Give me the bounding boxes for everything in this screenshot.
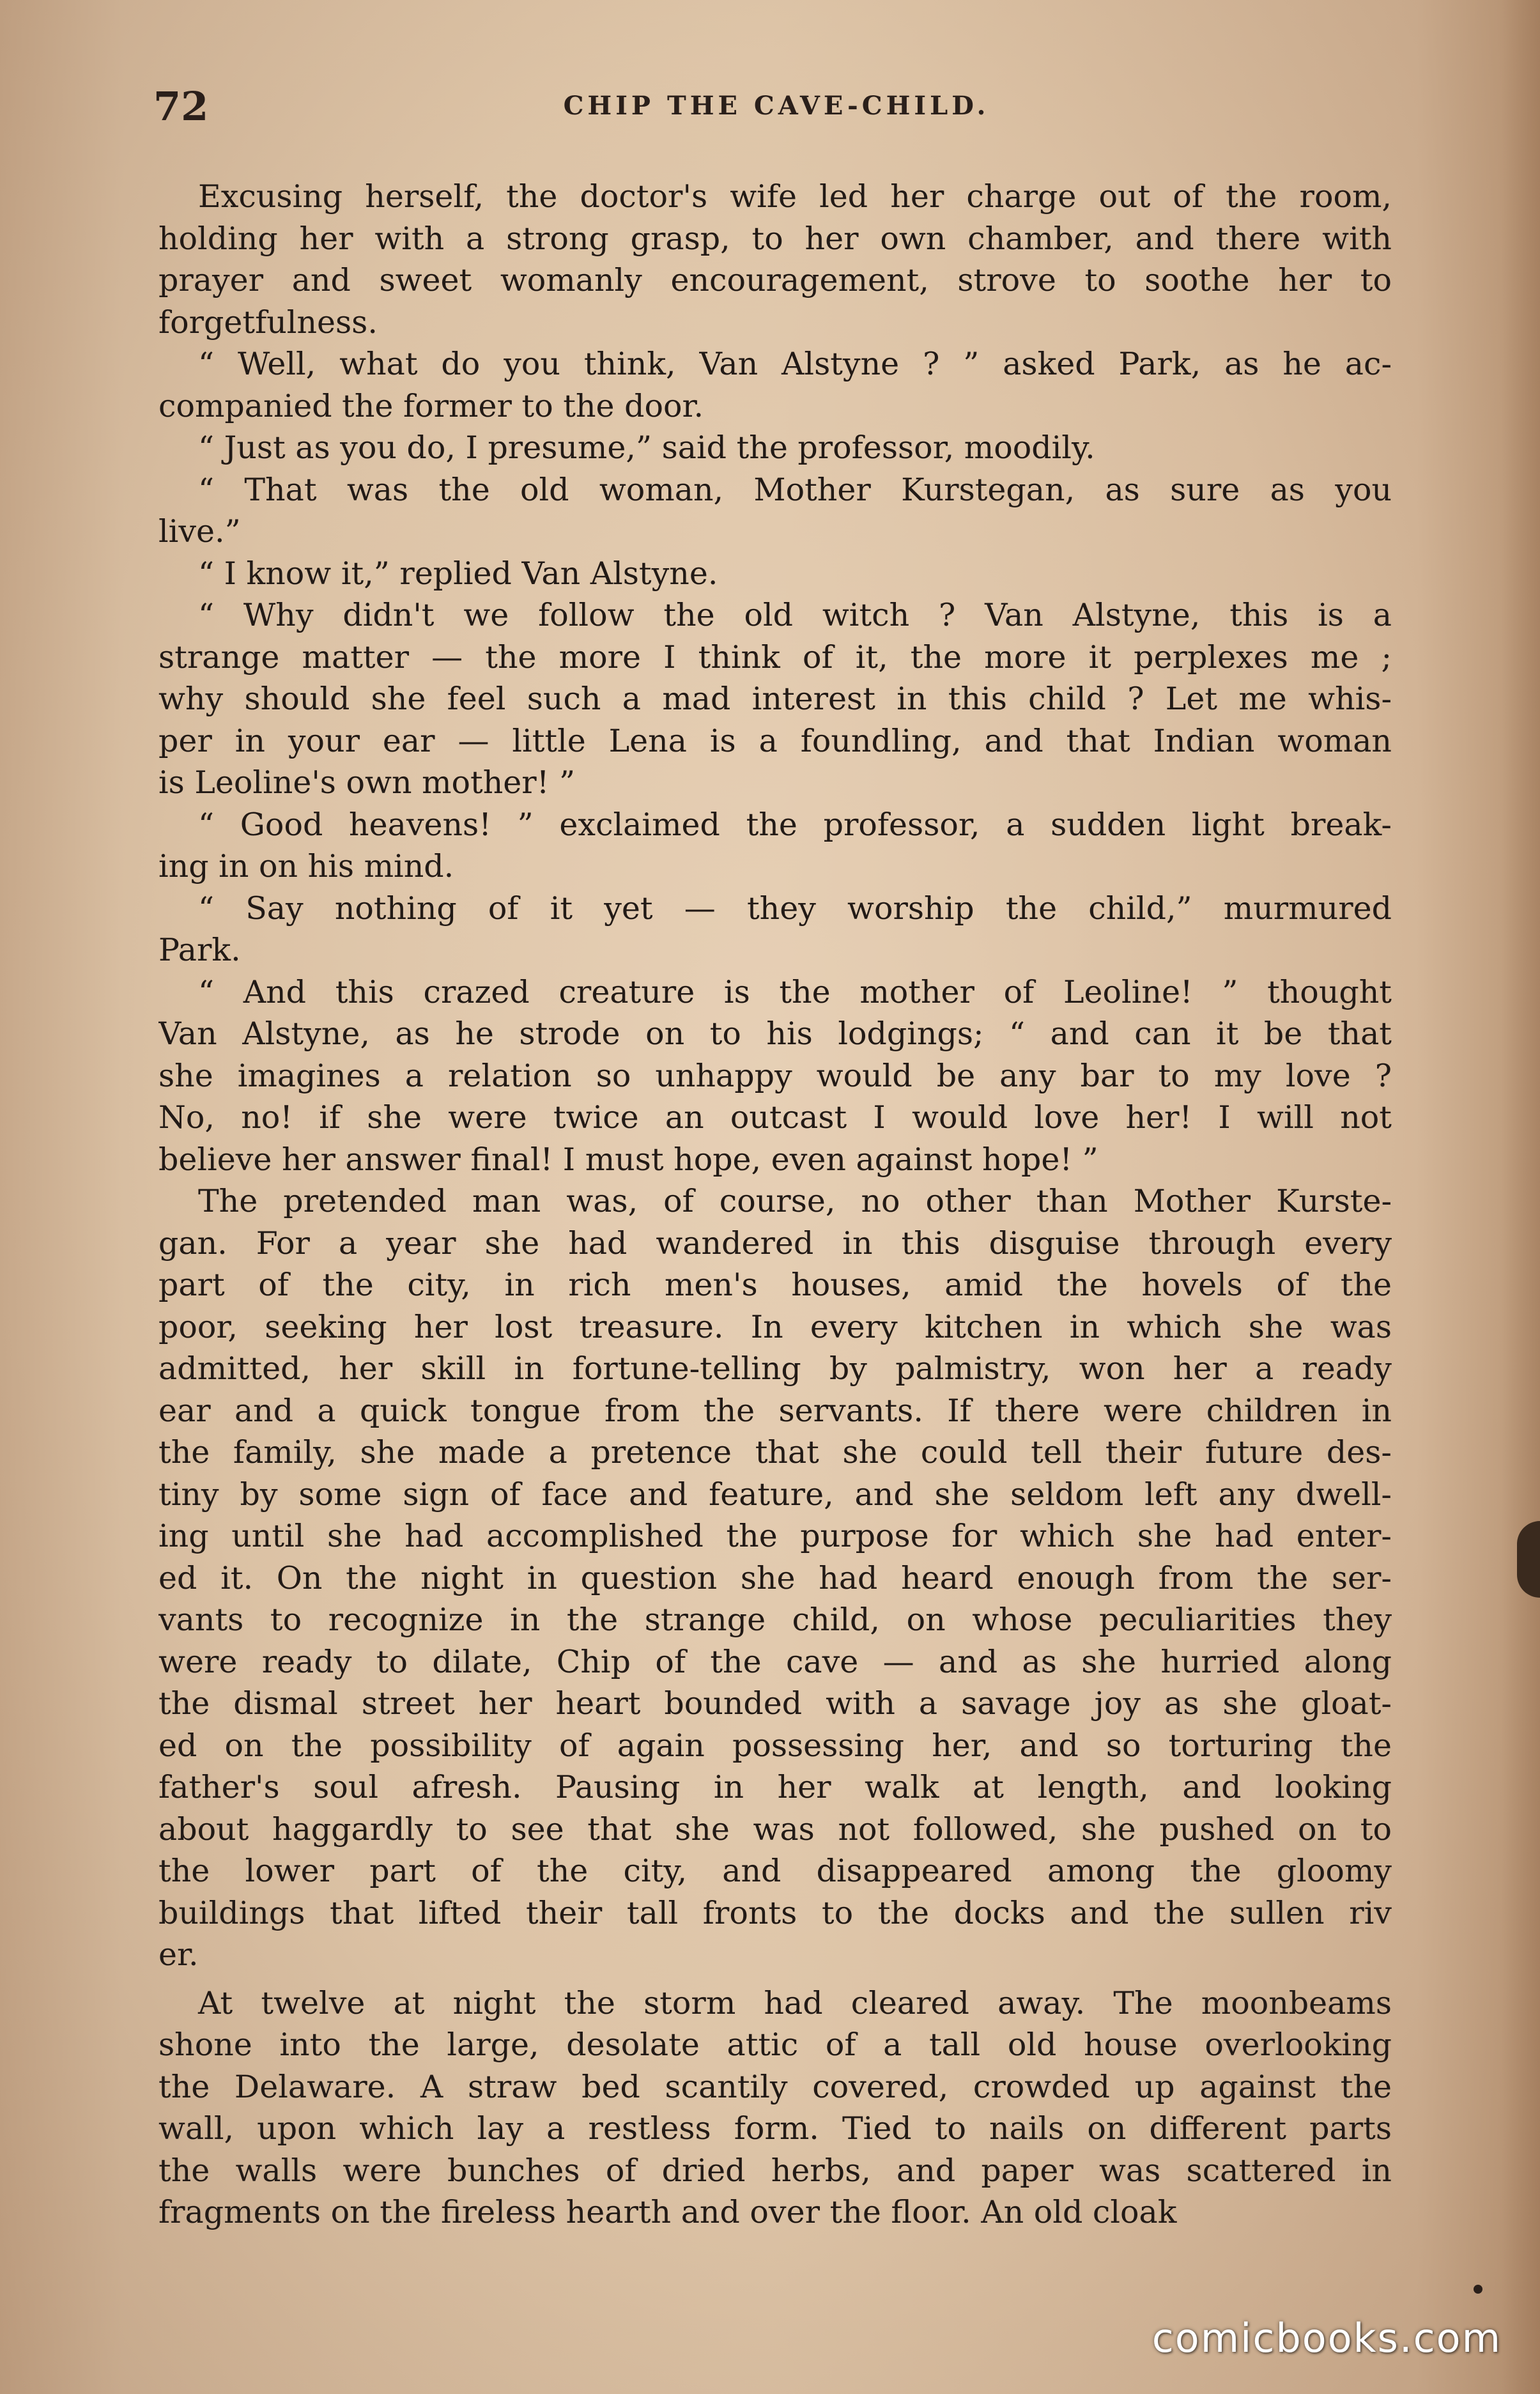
text-line: she imagines a relation so unhappy would be any bar to my love ?	[158, 1057, 1392, 1094]
page-number: 72	[153, 83, 209, 130]
page-header	[153, 83, 1399, 141]
ink-spot	[1474, 2285, 1482, 2294]
text-line: holding her with a strong grasp, to her own chamber, and there with	[158, 220, 1392, 257]
text-line: Van Alstyne, as he strode on to his lodgings; “ and can it be that	[158, 1016, 1392, 1052]
text-line: prayer and sweet womanly encouragement, strove to soothe her to	[158, 262, 1392, 298]
text-line: father's soul afresh. Pausing in her walk at length, and looking	[158, 1769, 1392, 1805]
text-line: the dismal street her heart bounded with a savage joy as she gloat-	[158, 1685, 1392, 1722]
text-line: fragments on the fireless hearth and over the floor. An old cloak	[158, 2194, 1177, 2230]
text-line: the walls were bunches of dried herbs, and paper was scattered in	[158, 2152, 1392, 2189]
text-line: ed on the possibility of again possessing her, and so torturing the	[158, 1727, 1392, 1764]
text-line: The pretended man was, of course, no other than Mother Kurste-	[198, 1183, 1392, 1219]
text-line: Park.	[158, 932, 241, 968]
text-line: poor, seeking her lost treasure. In every kitchen in which she was	[158, 1308, 1392, 1345]
text-line: were ready to dilate, Chip of the cave — and as she hurried along	[158, 1643, 1392, 1680]
page-edge-shadow	[1502, 0, 1540, 2394]
text-line: “ Just as you do, I presume,” said the professor, moodily.	[198, 429, 1095, 466]
text-line: per in your ear — little Lena is a foundling, and that Indian woman	[158, 722, 1392, 759]
text-line: strange matter — the more I think of it, the more it perplexes me ;	[158, 638, 1392, 676]
section-gap	[158, 1976, 1392, 1982]
text-line: companied the former to the door.	[158, 387, 704, 424]
text-line: admitted, her skill in fortune-telling by palmistry, won her a ready	[158, 1350, 1392, 1387]
text-line: the lower part of the city, and disappeared among the gloomy	[158, 1853, 1392, 1889]
text-line: part of the city, in rich men's houses, amid the hovels of the	[158, 1267, 1392, 1303]
text-line: “ Good heavens! ” exclaimed the professor, a sudden light break-	[198, 806, 1392, 843]
text-line: forgetfulness.	[158, 304, 378, 341]
text-line: buildings that lifted their tall fronts to the docks and the sullen riv	[158, 1894, 1392, 1931]
text-line: “ And this crazed creature is the mother of Leoline! ” thought	[198, 973, 1392, 1010]
text-line: is Leoline's own mother! ”	[158, 764, 576, 801]
text-line: ing in on his mind.	[158, 848, 454, 884]
text-line: why should she feel such a mad interest in this child ? Let me whis-	[158, 681, 1392, 717]
text-line: “ That was the old woman, Mother Kurstegan, as sure as you	[198, 471, 1392, 508]
running-title: CHIP THE CAVE-CHILD.	[563, 91, 990, 121]
text-line: vants to recognize in the strange child, on whose peculiarities they	[158, 1602, 1392, 1638]
text-line: At twelve at night the storm had cleared away. The moonbeams	[198, 1984, 1392, 2021]
text-line: the Delaware. A straw bed scantily covered, crowded up against the	[158, 2068, 1392, 2105]
page-tear	[1517, 1521, 1540, 1598]
text-line: wall, upon which lay a restless form. Tied to nails on different parts	[158, 2110, 1392, 2147]
text-line: believe her answer final! I must hope, even against hope! ”	[158, 1141, 1098, 1178]
text-line: about haggardly to see that she was not followed, she pushed on to	[158, 1811, 1392, 1848]
text-line: “ I know it,” replied Van Alstyne.	[198, 555, 718, 592]
text-line: Excusing herself, the doctor's wife led her charge out of the room,	[198, 178, 1392, 215]
text-line: shone into the large, desolate attic of a tall old house overlooking	[158, 2027, 1392, 2063]
text-line: ed it. On the night in question she had heard enough from the ser-	[158, 1559, 1392, 1596]
text-line: ing until she had accomplished the purpose for which she had enter-	[158, 1518, 1392, 1554]
text-line: “ Well, what do you think, Van Alstyne ? ” asked Park, as he ac-	[198, 346, 1392, 382]
text-line: No, no! if she were twice an outcast I would love her! I will not	[158, 1099, 1392, 1136]
body-text	[158, 176, 1392, 2234]
text-line: the family, she made a pretence that she could tell their future des-	[158, 1434, 1392, 1471]
text-line: gan. For a year she had wandered in this disguise through every	[158, 1224, 1392, 1262]
text-line: “ Why didn't we follow the old witch ? Van Alstyne, this is a	[198, 597, 1392, 633]
text-line: live.”	[158, 513, 241, 550]
text-line: tiny by some sign of face and feature, and she seldom left any dwell-	[158, 1476, 1392, 1513]
watermark: comicbooks.com	[1151, 2315, 1502, 2361]
text-line: “ Say nothing of it yet — they worship the child,” murmured	[198, 890, 1392, 927]
text-line: ear and a quick tongue from the servants. If there were children in	[158, 1392, 1392, 1429]
text-line: er.	[158, 1936, 199, 1973]
